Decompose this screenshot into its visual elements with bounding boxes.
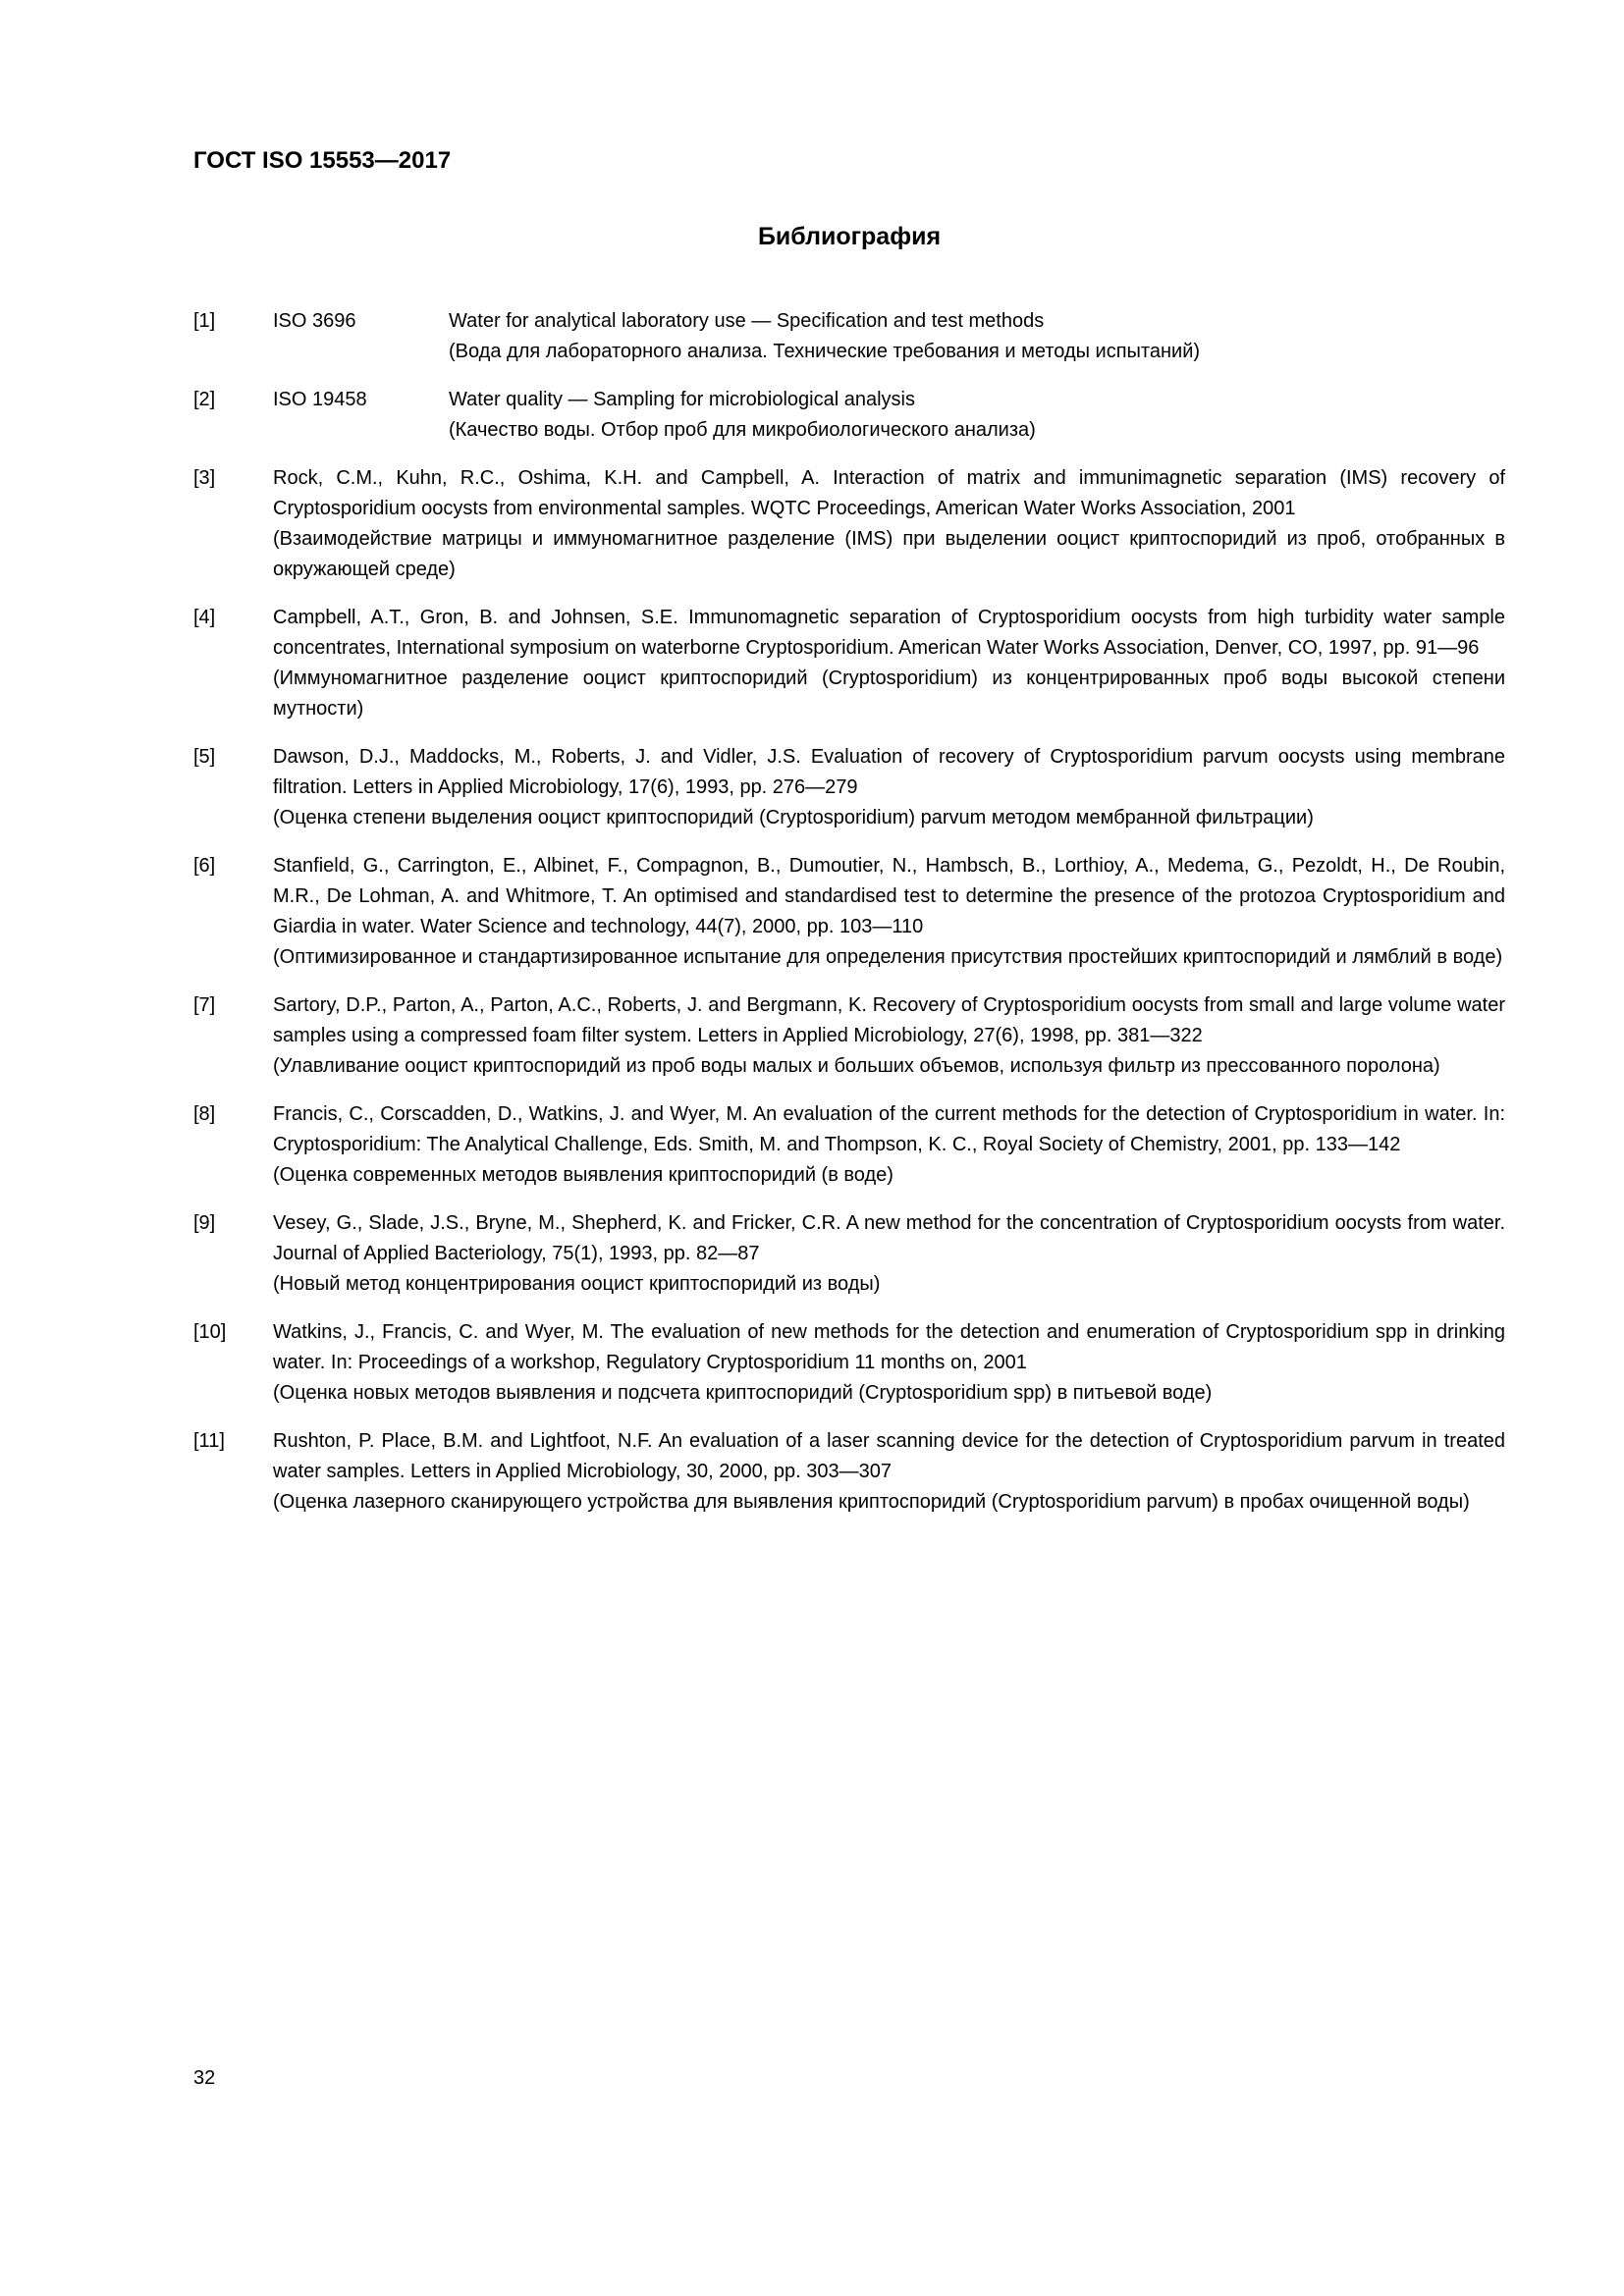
reference-body xyxy=(449,385,1505,446)
reference-text-en: Francis, C., Corscadden, D., Watkins, J. and Wyer, M. An evaluation of the current methods for the detection of Cryptosporidium in water. In: Cryptosporidium: The Analytical Challenge, Eds. Smith, M. and Thompson, K. C., Royal Society of Chemistry, 2001, pp. 133—142 xyxy=(273,1103,1505,1155)
reference-item xyxy=(193,742,1505,833)
reference-item xyxy=(193,1208,1505,1300)
reference-text-ru: (Оценка лазерного сканирующего устройства для выявления криптоспоридий (Cryptosporidium parvum) в пробах очищенной воды) xyxy=(273,1491,1470,1513)
reference-body xyxy=(273,1208,1505,1300)
reference-item xyxy=(193,851,1505,973)
reference-number: [11] xyxy=(193,1430,225,1452)
reference-body xyxy=(273,990,1505,1082)
reference-text-en: Dawson, D.J., Maddocks, M., Roberts, J. and Vidler, J.S. Evaluation of recovery of Cryptosporidium parvum oocysts using membrane filtration. Letters in Applied Microbiology, 17(6), 1993, pp. 276—279 xyxy=(273,746,1505,798)
reference-text-ru: (Качество воды. Отбор проб для микробиологического анализа) xyxy=(449,419,1036,441)
reference-body xyxy=(273,742,1505,833)
page-title: Библиография xyxy=(757,223,942,250)
reference-text-ru: (Иммуномагнитное разделение ооцист криптоспоридий (Cryptosporidium) из концентрированных проб воды высокой степени мутности) xyxy=(273,667,1505,720)
page-number: 32 xyxy=(193,2067,216,2089)
reference-text-en: Watkins, J., Francis, C. and Wyer, M. The evaluation of new methods for the detection and enumeration of Cryptosporidium spp in drinking water. In: Proceedings of a workshop, Regulatory Cryptosporidium 11 months on, 2001 xyxy=(273,1321,1505,1373)
reference-standard-code: ISO 19458 xyxy=(273,389,367,410)
reference-text-ru: (Взаимодействие матрицы и иммуномагнитное разделение (IMS) при выделении ооцист криптоспоридий из проб, отобранных в окружающей среде) xyxy=(273,528,1505,580)
reference-text-ru: (Оценка новых методов выявления и подсчета криптоспоридий (Cryptosporidium spp) в питьевой воде) xyxy=(273,1382,1213,1404)
reference-number: [1] xyxy=(193,310,216,332)
reference-text-ru: (Вода для лабораторного анализа. Технические требования и методы испытаний) xyxy=(449,341,1201,362)
reference-text-ru: (Новый метод концентрирования ооцист криптоспоридий из воды) xyxy=(273,1273,881,1295)
reference-text-en: Vesey, G., Slade, J.S., Bryne, M., Shepherd, K. and Fricker, C.R. A new method for the concentration of Cryptosporidium oocysts from water. Journal of Applied Bacteriology, 75(1), 1993, pp. 82—87 xyxy=(273,1212,1505,1264)
reference-text-en: Campbell, A.T., Gron, B. and Johnsen, S.E. Immunomagnetic separation of Cryptosporidium oocysts from high turbidity water sample concentrates, International symposium on waterborne Cryptosporidium. American Water Works Association, Denver, CO, 1997, pp. 91—96 xyxy=(273,607,1505,659)
reference-standard-code: ISO 3696 xyxy=(273,310,356,332)
reference-text-ru: (Улавливание ооцист криптоспоридий из проб воды малых и больших объемов, используя фильтр из прессованного поролона) xyxy=(273,1055,1440,1077)
reference-text-ru: (Оценка степени выделения ооцист криптоспоридий (Cryptosporidium) parvum методом мембранной фильтрации) xyxy=(273,807,1314,828)
reference-text-ru: (Оптимизированное и стандартизированное испытание для определения присутствия простейших криптоспоридий и лямблий в воде) xyxy=(273,946,1503,968)
reference-text-ru: (Оценка современных методов выявления криптоспоридий (в воде) xyxy=(273,1164,893,1186)
bibliography-list xyxy=(193,306,1505,1535)
reference-item xyxy=(193,306,1505,367)
reference-text-en: Stanfield, G., Carrington, E., Albinet, F., Compagnon, B., Dumoutier, N., Hambsch, B., Lorthioy, A., Medema, G., Pezoldt, H., De Roubin, M.R., De Lohman, A. and Whitmore, T. An optimised and standardised test to determine the presence of the protozoa Cryptosporidium and Giardia in water. Water Science and technology, 44(7), 2000, pp. 103—110 xyxy=(273,855,1505,937)
reference-number: [4] xyxy=(193,607,216,628)
reference-body xyxy=(273,463,1505,585)
reference-text-en: Rushton, P. Place, B.M. and Lightfoot, N.F. An evaluation of a laser scanning device for the detection of Cryptosporidium parvum in treated water samples. Letters in Applied Microbiology, 30, 2000, pp. 303—307 xyxy=(273,1430,1505,1482)
reference-text-en: Water for analytical laboratory use — Specification and test methods xyxy=(449,310,1045,332)
reference-body xyxy=(273,1099,1505,1191)
reference-text-en: Sartory, D.P., Parton, A., Parton, A.C., Roberts, J. and Bergmann, K. Recovery of Cryptosporidium oocysts from small and large volume water samples using a compressed foam filter system. Letters in Applied Microbiology, 27(6), 1998, pp. 381—322 xyxy=(273,994,1505,1046)
reference-number: [5] xyxy=(193,746,216,768)
reference-body xyxy=(449,306,1505,367)
reference-number: [8] xyxy=(193,1103,216,1125)
reference-body xyxy=(273,1317,1505,1409)
document-header: ГОСТ ISO 15553—2017 xyxy=(193,147,452,174)
reference-number: [6] xyxy=(193,855,216,877)
reference-number: [2] xyxy=(193,389,216,410)
reference-number: [10] xyxy=(193,1321,227,1343)
reference-number: [7] xyxy=(193,994,216,1016)
reference-body xyxy=(273,603,1505,724)
reference-item xyxy=(193,463,1505,585)
reference-number: [3] xyxy=(193,467,216,489)
reference-body xyxy=(273,1426,1505,1518)
reference-number: [9] xyxy=(193,1212,216,1234)
reference-item xyxy=(193,990,1505,1082)
reference-body xyxy=(273,851,1505,973)
reference-item xyxy=(193,1426,1505,1518)
reference-item xyxy=(193,385,1505,446)
reference-text-en: Water quality — Sampling for microbiological analysis xyxy=(449,389,915,410)
reference-item xyxy=(193,1099,1505,1191)
reference-text-en: Rock, C.M., Kuhn, R.C., Oshima, K.H. and Campbell, A. Interaction of matrix and immunimagnetic separation (IMS) recovery of Cryptosporidium oocysts from environmental samples. WQTC Proceedings, American Water Works Association, 2001 xyxy=(273,467,1505,519)
reference-item xyxy=(193,603,1505,724)
reference-item xyxy=(193,1317,1505,1409)
